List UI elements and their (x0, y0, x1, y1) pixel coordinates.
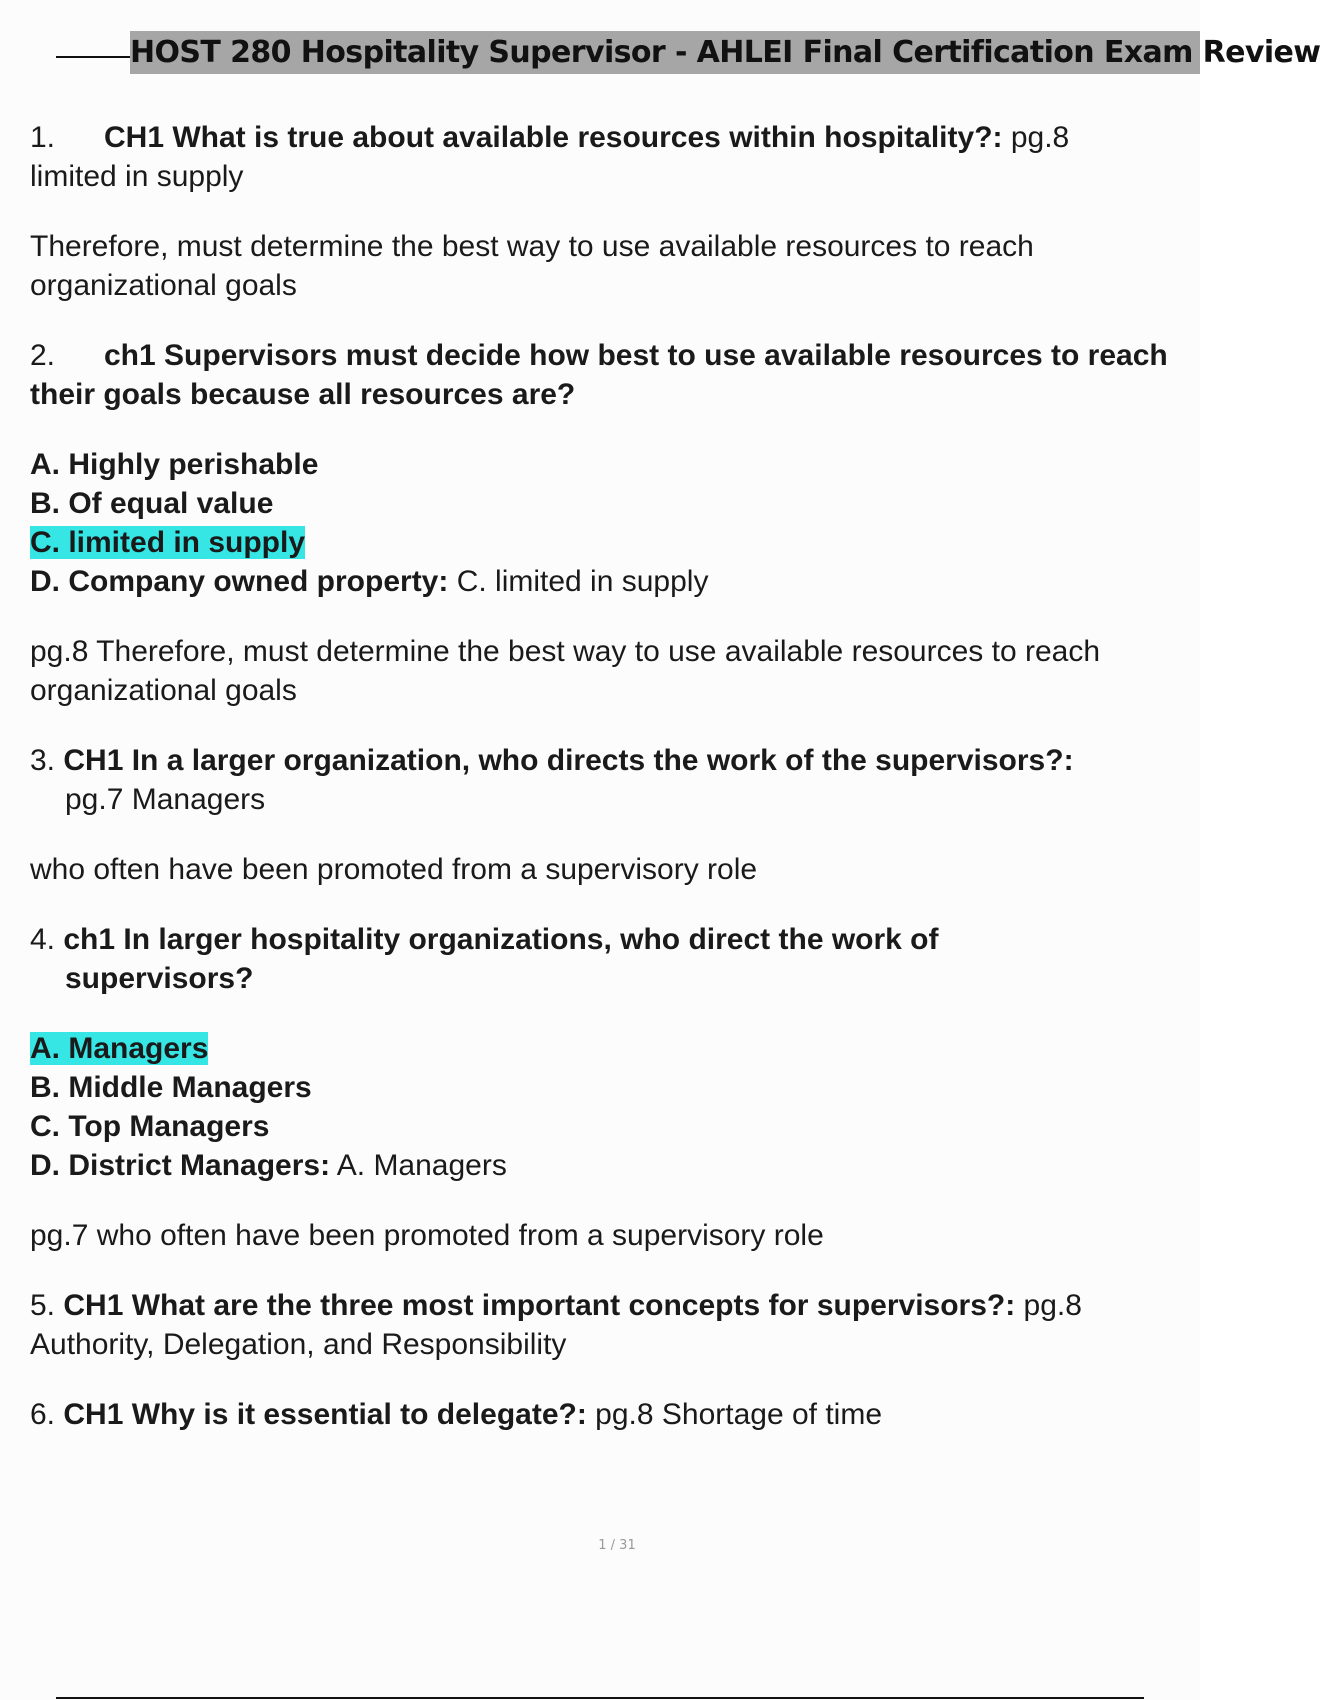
option-c: C. Top Managers (30, 1110, 270, 1143)
document-title: HOST 280 Hospitality Supervisor - AHLEI Final Certification Exam Review (130, 31, 1200, 74)
header-rule (56, 56, 132, 58)
answer-text: pg.8 (1015, 1289, 1082, 1322)
question-text: ch1 In larger hospitality organizations, who direct the work of (63, 923, 939, 956)
answer-note: Therefore, must determine the best way to use available resources to reach organizational goals (30, 230, 1034, 302)
question-6 (30, 1395, 1190, 1434)
option-b: B. Of equal value (30, 487, 274, 520)
question-number: 4. (30, 923, 56, 956)
option-d-label: D. Company owned property: (30, 565, 449, 598)
answer-line: Authority, Delegation, and Responsibility (30, 1328, 567, 1361)
question-text: ch1 Supervisors must decide how best to use available resources to reach their goals because all resources are? (30, 339, 1168, 411)
question-3 (30, 741, 1190, 780)
question-number: 2. (30, 339, 56, 372)
answer-note: pg.7 who often have been promoted from a supervisory role (30, 1219, 824, 1252)
question-text: CH1 In a larger organization, who directs the work of the supervisors?: (63, 744, 1074, 777)
question-number: 3. (30, 744, 56, 777)
question-number: 6. (30, 1398, 56, 1431)
question-text: CH1 Why is it essential to delegate?: (63, 1398, 587, 1431)
question-4 (30, 920, 1190, 959)
question-number: 5. (30, 1289, 56, 1322)
answer-note: who often have been promoted from a supervisory role (30, 853, 758, 886)
option-a: A. Highly perishable (30, 448, 319, 481)
option-d-label: D. District Managers: (30, 1149, 331, 1182)
answer-line: limited in supply (30, 160, 244, 193)
highlighted-correct-option: C. limited in supply (30, 526, 306, 559)
footer-rule (56, 1697, 1144, 1699)
question-2 (30, 336, 1170, 414)
option-c (30, 523, 1190, 562)
answer-text: A. Managers (330, 1149, 507, 1182)
answer-note: pg.8 Therefore, must determine the best way to use available resources to reach organizational goals (30, 635, 1101, 707)
answer-text: pg.8 Shortage of time (586, 1398, 883, 1431)
document-body (30, 118, 1190, 1434)
question-5 (30, 1286, 1190, 1325)
answer-text: C. limited in supply (448, 565, 709, 598)
question-text-continued: supervisors? (65, 962, 254, 995)
page-number: 1 / 31 (598, 1538, 636, 1553)
question-number: 1. (30, 121, 56, 154)
question-text: CH1 What is true about available resources within hospitality?: (104, 121, 1003, 154)
question-text: CH1 What are the three most important concepts for supervisors?: (63, 1289, 1016, 1322)
option-d (30, 562, 1190, 601)
highlighted-correct-option: A. Managers (30, 1032, 209, 1065)
answer-text: pg.7 Managers (65, 783, 266, 816)
answer-text: pg.8 (1002, 121, 1070, 154)
option-d (30, 1146, 1190, 1185)
option-a (30, 1029, 1190, 1068)
option-b: B. Middle Managers (30, 1071, 312, 1104)
question-1 (30, 118, 1190, 157)
